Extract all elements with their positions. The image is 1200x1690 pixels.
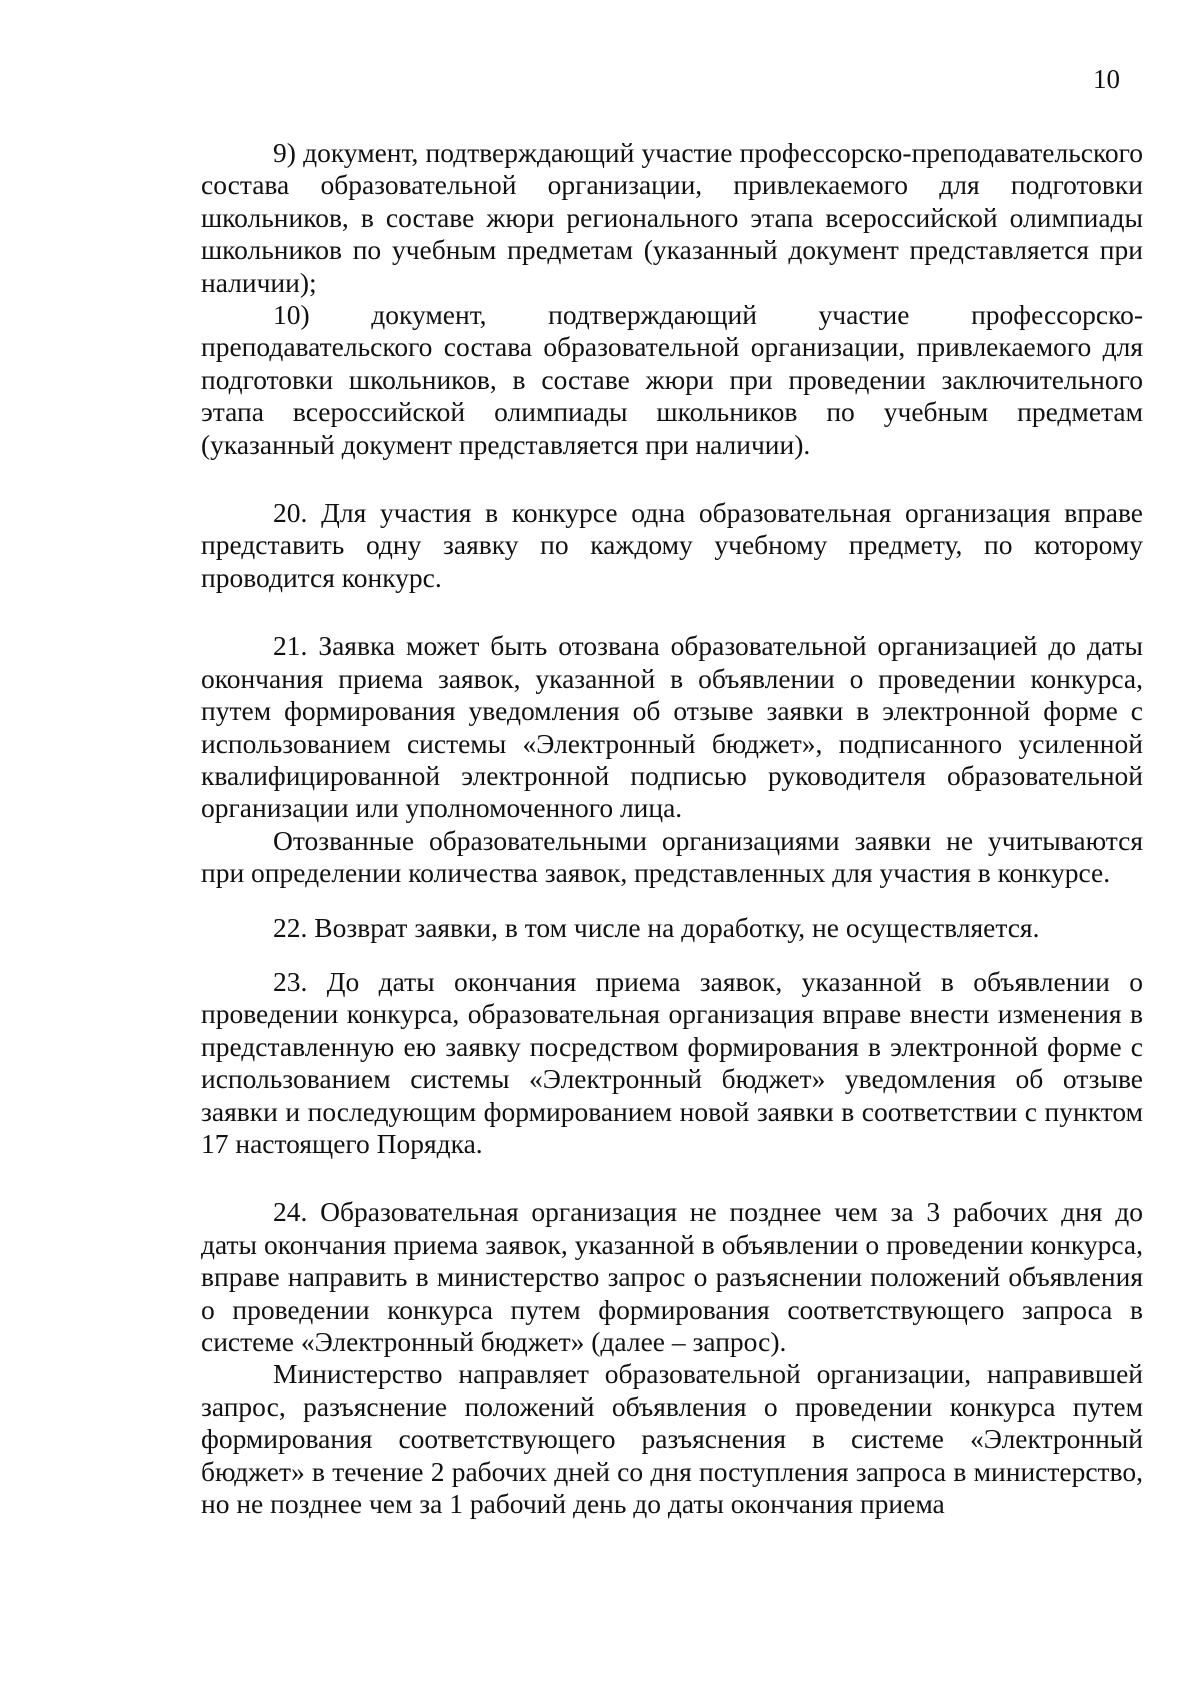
paragraph-22: 22. Возврат заявки, в том числе на доработку, не осуществляется. (273, 911, 1040, 943)
paragraph-21-continuation: Отозванные образовательными организациями заявки не учитываются при определении количества заявок, представленных для участия в конкурсе. (201, 824, 1143, 889)
document-body (201, 137, 1143, 1520)
paragraph-item-10: 10) документ, подтверждающий участие профессорско-преподавательского состава образовательной организации, привлекаемого для подготовки школьников, в составе жюри при проведении заключительного этапа всероссийской олимпиады школьников по учебным предметам (указанный документ представляется при наличии). (201, 299, 1143, 460)
paragraph-20: 20. Для участия в конкурсе одна образовательная организация вправе представить одну заявку по каждому учебному предмету, по которому проводится конкурс. (201, 497, 1143, 593)
paragraph-item-9: 9) документ, подтверждающий участие профессорско-преподавательского состава образовательной организации, привлекаемого для подготовки школьников, в составе жюри регионального этапа всероссийской олимпиады школьников по учебным предметам (указанный документ представляется при наличии); (201, 137, 1143, 298)
paragraph-24: 24. Образовательная организация не позднее чем за 3 рабочих дня до даты окончания приема заявок, указанной в объявлении о проведении конкурса, вправе направить в министерство запрос о разъяснении положений объявления о проведении конкурса путем формирования соответствующего запроса в системе «Электронный бюджет» (далее – запрос). (201, 1196, 1143, 1357)
paragraph-23: 23. До даты окончания приема заявок, указанной в объявлении о проведении конкурса, образовательная организация вправе внести изменения в представленную ею заявку посредством формирования в электронной форме с использованием системы «Электронный бюджет» уведомления об отзыве заявки и последующим формированием новой заявки в соответствии с пунктом 17 настоящего Порядка. (201, 965, 1143, 1159)
paragraph-21: 21. Заявка может быть отозвана образовательной организацией до даты окончания приема заявок, указанной в объявлении о проведении конкурса, путем формирования уведомления об отзыве заявки в электронной форме с использованием системы «Электронный бюджет», подписанного усиленной квалифицированной электронной подписью руководителя образовательной организации или уполномоченного лица. (201, 630, 1143, 824)
paragraph-24-continuation: Министерство направляет образовательной организации, направившей запрос, разъяснение положений объявления о проведении конкурса путем формирования соответствующего разъяснения в системе «Электронный бюджет» в течение 2 рабочих дней со дня поступления запроса в министерство, но не позднее чем за 1 рабочий день до даты окончания приема (201, 1358, 1143, 1520)
page-number: 10 (1093, 64, 1120, 94)
